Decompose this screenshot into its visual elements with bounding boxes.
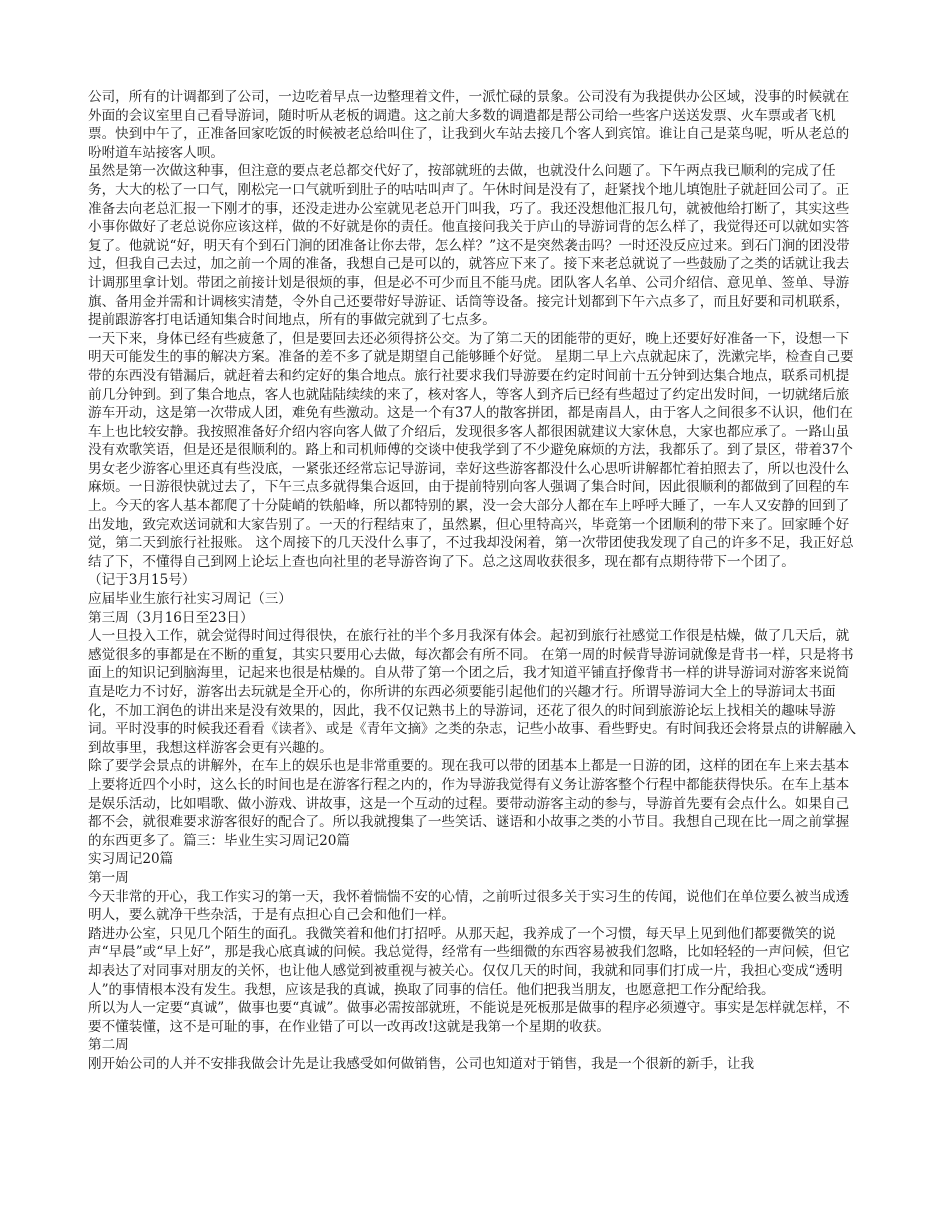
week-1-heading: 第一周 <box>88 869 129 886</box>
paragraph-7: 踏进办公室，只见几个陌生的面孔。我微笑着和他们打招呼。从那天起，我养成了一个习惯，每天早上见到他们都要微笑的说声“早晨”或“早上好”，那是我心底真诚的问候。我总觉得，经常有一些细微的东西容易被我们忽略，比如轻轻的一声问候，但它却表达了对同事对朋友的关怀，也让他人感觉到被重视与被关心。仅仅几天的时间，我就和同事们打成一片，我担心变成“透明人”的事情根本没有发生。我想，应该是我的真诚，换取了同事的信任。他们把我当朋友，也愿意把工作分配给我。 <box>88 925 850 998</box>
section-title-week-journal-3: 应届毕业生旅行社实习周记（三） <box>88 591 292 608</box>
paragraph-5: 除了要学会景点的讲解外，在车上的娱乐也是非常重要的。现在我可以带的团基本上都是一日游的团，这样的团在车上来去基本上要将近四个小时，这么长的时间也是在游客行程之内的，作为导游我觉得有义务让游客整个行程中都能获得快乐。在车上基本是娱乐活动，比如唱歌、做小游戏、讲故事，这是一个互动的过程。要带动游客主动的参与，导游首先要有会点什么。如果自己都不会，就很难要求游客很好的配合了。所以我就搜集了一些笑话、谜语和小故事之类的小节目。我想自己现在比一周之前掌握的东西更多了。篇三：毕业生实习周记20篇 <box>88 758 850 849</box>
section-title-20-journals: 实习周记20篇 <box>88 851 174 868</box>
paragraph-9: 刚开始公司的人并不安排我做会计先是让我感受如何做销售，公司也知道对于销售，我是一个很新的新手，让我 <box>88 1055 755 1072</box>
paragraph-4: 人一旦投入工作，就会觉得时间过得很快，在旅行社的半个多月我深有体会。起初到旅行社感觉工作很是枯燥，做了几天后，就感觉很多的事都是在不断的重复，其实只要用心去做，每次都会有所不同。 在第一周的时候背导游词就像是背书一样，只是将书面上的知识记到脑海里，记起来也很是枯燥的。自从带了第一个团之后，我才知道平铺直抒像背书一样的讲导游词对游客来说简直是吃力不讨好，游客出去玩就是全开心的，你所讲的东西必须要能引起他们的兴趣才行。所谓导游词大全上的导游词太书面化，不加工润色的讲出来是没有效果的，因此，我不仅记熟书上的导游词，还花了很久的时间到旅游论坛上找相关的趣味导游词。平时没事的时候我还看看《读者》、或是《青年文摘》之类的杂志，记些小故事、看些野史。有时间我还会将景点的讲解融入到故事里，我想这样游客会更有兴趣的。 <box>88 628 857 756</box>
paragraph-6: 今天非常的开心，我工作实习的第一天，我怀着惴惴不安的心情，之前听过很多关于实习生的传闻，说他们在单位要么被当成透明人，要么就净干些杂活，于是有点担心自己会和他们一样。 <box>88 888 850 924</box>
paragraph-3: 一天下来，身体已经有些疲惫了，但是要回去还必须得挤公交。为了第二天的团能带的更好，晚上还要好好准备一下，设想一下明天可能发生的事的解决方案。准备的差不多了就是期望自己能够睡个好觉。 星期二早上六点就起床了，洗漱完毕，检查自己要带的东西没有错漏后，就赶着去和约定好的集合地点。旅行社要求我们导游要在约定时间前十五分钟到达集合地点，联系司机提前几分钟到。到了集合地点，客人也就陆陆续续的来了，核对客人，等客人到齐后已经有些超过了约定出发时间，一切就绪后旅游车开动，这是第一次带成人团，难免有些激动。这是一个有37人的散客拼团，都是南昌人，由于客人之间很多不认识，他们在车上也比较安静。我按照准备好介绍内容向客人做了介绍后，发现很多客人都很困就建议大家休息，大家也都应承了。一路山虽没有欢歌笑语，但是还是很顺利的。路上和司机师傅的交谈中使我学到了不少避免麻烦的方法，我都乐了。到了景区，带着37个男女老少游客心里还真有些没底，一紧张还经常忘记导游词，幸好这些游客都没什么心思听讲解都忙着拍照去了，所以也没什么麻烦。一日游很快就过去了，下午三点多就得集合返回，由于提前特别向客人强调了集合时间，因此很顺利的都做到了回程的车上。今天的客人基本都爬了十分陡峭的铁船峰，所以都特别的累，没一会大部分人都在车上呼呼大睡了，一车人又安静的回到了出发地，致完欢送词就和大家告别了。一天的行程结束了，虽然累，但心里特高兴，毕竟第一个团顺利的带下来了。回家睡个好觉，第二天到旅行社报账。 这个周接下的几天没什么事了，不过我却没闲着，第一次带团使我发现了自己的许多不足，我正好总结了下，不懂得自己到网上论坛上查也向社里的老导游咨询了下。总之这周收获很多，现在都有点期待带下一个团了。 <box>88 330 854 570</box>
paragraph-1: 公司，所有的计调都到了公司，一边吃着早点一边整理着文件，一派忙碌的景象。公司没有为我提供办公区域，没事的时候就在外面的会议室里自己看导游词，随时听从老板的调遣。这之前大多数的调遣都是帮公司给一些客户送送发票、火车票或者飞机票。快到中午了，正准备回家吃饭的时候被老总给叫住了，让我到火车站去接几个客人到宾馆。谁让自己是菜鸟呢，听从老总的吩咐道车站接客人呗。 <box>88 89 850 161</box>
week-2-heading: 第二周 <box>88 1037 129 1054</box>
paragraph-2: 虽然是第一次做这种事，但注意的要点老总都交代好了，按部就班的去做，也就没什么问题了。下午两点我已顺利的完成了任务，大大的松了一口气，刚松完一口气就听到肚子的咕咕叫声了。午休时间是没有了，赶紧找个地儿填饱肚子就赶回公司了。正准备去向老总汇报一下刚才的事，还没走进办公室就见老总开门叫我，巧了。我还没想他汇报几句，就被他给打断了，其实这些小事你做好了老总说你应该这样，做的不好就是你的责任。他直接问我关于庐山的导游词背的怎么样了，我觉得还可以就如实答复了。他就说“好，明天有个到石门涧的团准备让你去带，怎么样？”这不是突然袭击吗？一时还没反应过来。到石门涧的团没带过，但我自己去过，加之前一个周的准备，我想自己是可以的，就答应下来了。接下来老总就说了一些鼓励了之类的话就让我去计调那里拿计划。带团之前接计划是很烦的事，但是必不可少而且不能马虎。团队客人名单、公司介绍信、意见单、签单、导游旗、备用金并需和计调核实清楚，令外自己还要带好导游证、话筒等设备。接完计划都到下午六点多了，而且好要和司机联系，提前跟游客打电话通知集合时间地点，所有的事做完就到了七点多。 <box>88 163 850 329</box>
week-3-heading: 第三周（3月16日至23日） <box>88 609 254 626</box>
paragraph-8: 所以为人一定要“真诚”，做事也要“真诚”。做事必需按部就班，不能说是死板那是做事的程序必须遵守。事实是怎样就怎样，不要不懂装懂，这不是可耻的事，在作业错了可以一改再改!这就是我第一个星期的收获。 <box>88 1000 850 1035</box>
date-note: （记于3月15号） <box>88 572 196 589</box>
